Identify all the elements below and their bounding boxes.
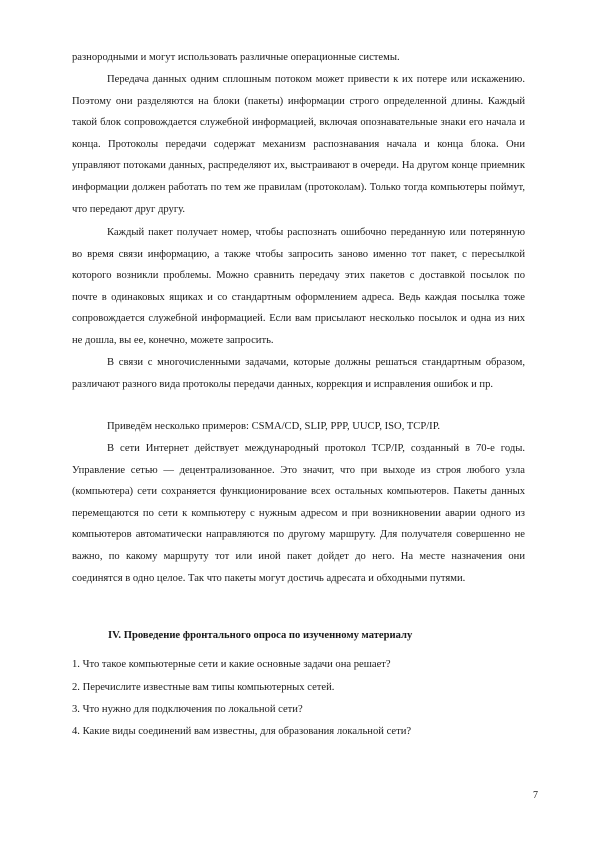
section-heading: IV. Проведение фронтального опроса по изученному материалу — [108, 630, 413, 641]
paragraph-packet-numbering: Каждый пакет получает номер, чтобы распознать ошибочно переданную или потерянную во время связи информацию, а также чтобы запросить заново именно тот пакет, с пересылкой которого возникли проблемы. Можно сравнить передачу этих пакетов с доставкой посылок по почте в одинаковых ящиках и со стандартным оформлением адреса. Ведь каждая посылка тоже сопровождается служебной информацией. Если вам присылают несколько посылок и одна из них не дошла, вы ее, конечно, можете запросить. — [72, 227, 525, 346]
question-item: 4. Какие виды соединений вам известны, для образования локальной сети? — [72, 726, 412, 737]
paragraph-tcp-ip: В сети Интернет действует международный протокол TCP/IP, созданный в 70-е годы. Управление сетью — децентрализованное. Это значит, что при выходе из строя любого узла (компьютера) сети сохраняется функционирование всех остальных компьютеров. Пакеты данных перемещаются по сети к компьютеру с нужным адресом и при возникновении аварии одного из компьютеров автоматически направляются по другому маршруту. Для получателя совершенно не важно, по какому маршруту тот или иной пакет дойдет до него. На месте назначения они соединятся в одно целое. Так что пакеты могут достичь адресата и обходными путями. — [72, 443, 525, 584]
paragraph-protocol-examples: Приведём несколько примеров: CSMA/CD, SLIP, PPP, UUCP, ISO, TCP/IP. — [107, 421, 441, 432]
question-item: 3. Что нужно для подключения по локальной сети? — [72, 704, 303, 715]
question-item: 2. Перечислите известные вам типы компьютерных сетей. — [72, 682, 335, 693]
page-number: 7 — [533, 790, 538, 801]
paragraph-protocol-types: В связи с многочисленными задачами, которые должны решаться стандартным образом, различают разного вида протоколы передачи данных, коррекция и исправления ошибок и пр. — [72, 357, 525, 390]
paragraph-continuation: разнородными и могут использовать различные операционные системы. — [72, 52, 400, 63]
paragraph-data-transfer: Передача данных одним сплошным потоком может привести к их потере или искажению. Поэтому они разделяются на блоки (пакеты) информации строго определенной длины. Каждый такой блок сопровождается служебной информацией, включая опознавательные знаки его начала и конца. Протоколы передачи содержат механизм распознавания начала и конца блока. Они управляют потоками данных, распределяют их, выстраивают в очереди. На другом конце приемник информации должен работать по тем же правилам (протоколам). Только тогда компьютеры поймут, что передают друг другу. — [72, 74, 525, 215]
question-item: 1. Что такое компьютерные сети и какие основные задачи она решает? — [72, 659, 391, 670]
